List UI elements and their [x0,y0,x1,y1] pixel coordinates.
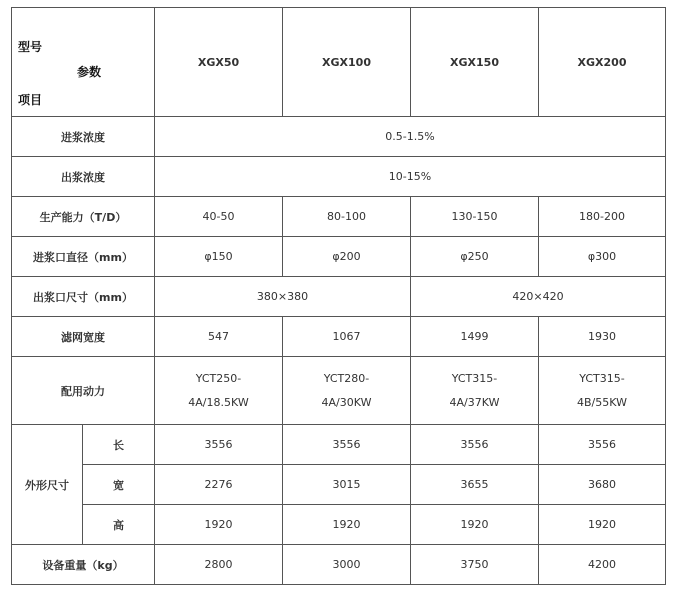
power-line: YCT315- [579,371,625,385]
table-cell: 180-200 [539,197,666,237]
table-row [12,317,666,357]
sub-row-label: 长 [83,425,155,465]
table-cell: 3556 [155,425,283,465]
table-row [12,197,666,237]
table-row [12,237,666,277]
corner-cell [12,8,155,117]
row-label: 进浆浓度 [12,117,155,157]
table-cell: 1067 [283,317,411,357]
inlet-concentration-value: 0.5-1.5% [155,117,666,157]
power-line: 4A/18.5KW [188,395,249,409]
table-cell: 40-50 [155,197,283,237]
row-label: 设备重量（kg） [12,545,155,585]
row-label: 出浆口尺寸（mm） [12,277,155,317]
table-cell: 3556 [539,425,666,465]
row-label: 配用动力 [12,357,155,425]
table-cell: 420×420 [411,277,666,317]
table-cell [155,357,283,425]
power-line: 4A/30KW [321,395,372,409]
table-cell: 130-150 [411,197,539,237]
table-cell: 2800 [155,545,283,585]
table-cell: 380×380 [155,277,411,317]
spec-table [11,7,666,585]
table-cell: 3556 [411,425,539,465]
table-cell: 1920 [539,505,666,545]
table-cell: 3655 [411,465,539,505]
table-row [12,117,666,157]
table-cell: 1920 [155,505,283,545]
table-cell: 1499 [411,317,539,357]
table-cell: 3000 [283,545,411,585]
table-row [12,425,666,465]
table-cell: φ250 [411,237,539,277]
power-line: 4A/37KW [449,395,500,409]
power-line: 4B/55KW [577,395,627,409]
table-cell: 80-100 [283,197,411,237]
model-header: XGX150 [411,8,539,117]
table-cell [283,357,411,425]
power-line: YCT280- [323,371,370,385]
model-header: XGX50 [155,8,283,117]
table-cell: 3750 [411,545,539,585]
table-cell: 1920 [283,505,411,545]
sub-row-label: 宽 [83,465,155,505]
row-label: 滤网宽度 [12,317,155,357]
table-cell: 3680 [539,465,666,505]
table-cell: φ200 [283,237,411,277]
row-label: 进浆口直径（mm） [12,237,155,277]
table-cell: 3015 [283,465,411,505]
table-row [12,357,666,425]
outlet-concentration-value: 10-15% [155,157,666,197]
table-cell: 547 [155,317,283,357]
table-cell: 2276 [155,465,283,505]
table-row [12,505,666,545]
row-label: 外形尺寸 [12,425,83,545]
table-row [12,277,666,317]
table-row [12,157,666,197]
header-row [12,8,666,117]
table-cell: 3556 [283,425,411,465]
table-cell [411,357,539,425]
sub-row-label: 高 [83,505,155,545]
model-header: XGX100 [283,8,411,117]
row-label: 生产能力（T/D） [12,197,155,237]
corner-model-label: 型号 [18,40,43,54]
power-line: YCT250- [195,371,242,385]
table-cell: φ150 [155,237,283,277]
table-cell: 1920 [411,505,539,545]
model-header: XGX200 [539,8,666,117]
table-cell [539,357,666,425]
table-row [12,465,666,505]
table-cell: φ300 [539,237,666,277]
table-cell: 1930 [539,317,666,357]
corner-param-label: 参数 [77,65,102,79]
table-cell: 4200 [539,545,666,585]
corner-item-label: 项目 [18,93,43,107]
table-row [12,545,666,585]
row-label: 出浆浓度 [12,157,155,197]
power-line: YCT315- [451,371,498,385]
